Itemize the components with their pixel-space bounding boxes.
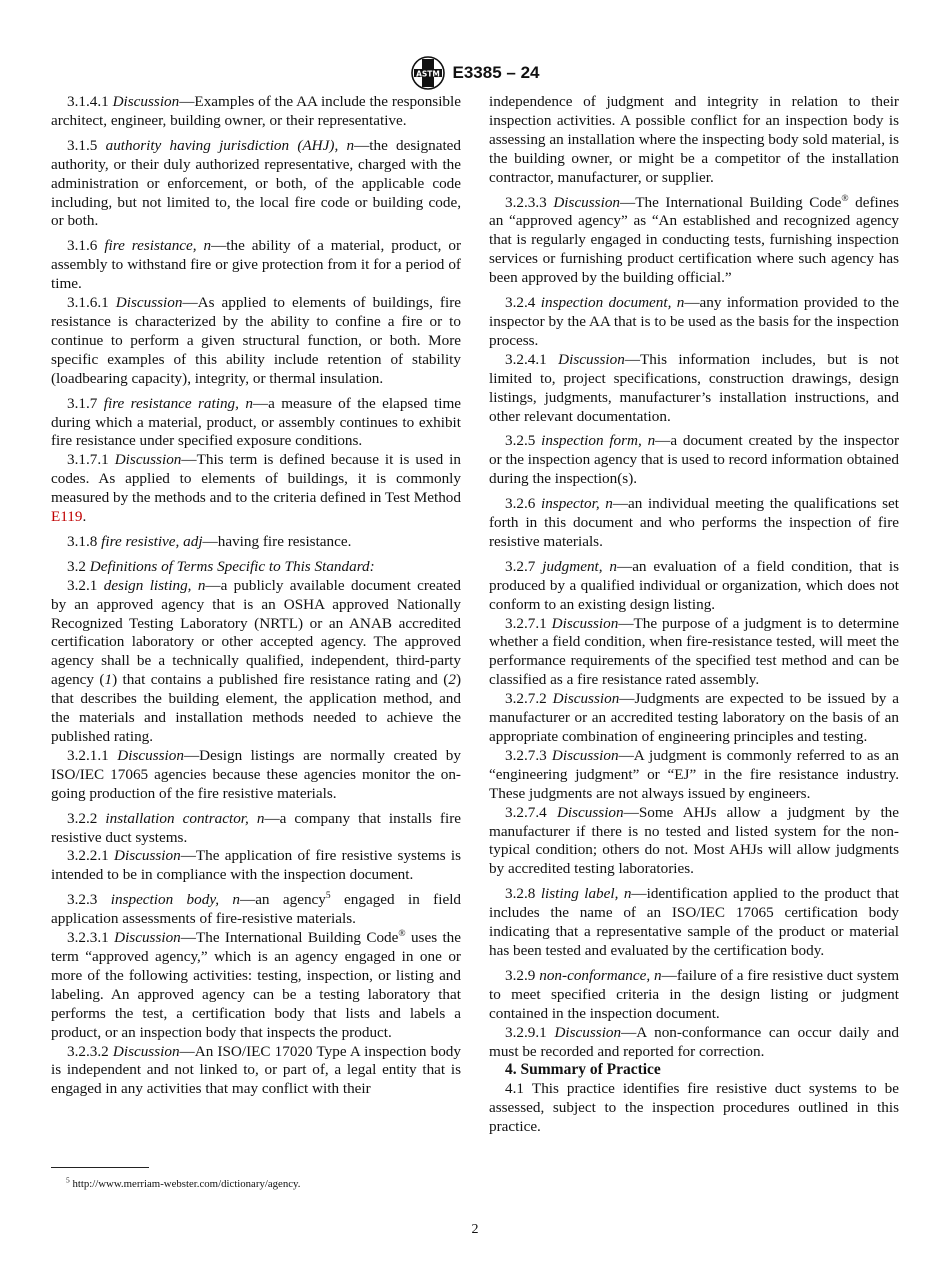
left-column <box>51 93 461 1099</box>
paragraph-3-2-9: 3.2.9 non-conformance, n—failure of a fire resistive duct system to meet specified criteria in the design listing or judgment contained in the inspection document. <box>489 966 900 1022</box>
paragraph-3-1-7: 3.1.7 fire resistance rating, n—a measure of the elapsed time during which a material, product, or assembly continues to exhibit fire resistance under specified exposure conditions. <box>51 394 462 450</box>
paragraph-3-2-7-1: 3.2.7.1 Discussion—The purpose of a judgment is to determine whether a field condition, when fire-resistance tested, will meet the performance requirements of the specified test method and can be classified as a fire resistance rated assembly. <box>489 614 899 689</box>
paragraph-3-1-6-1: 3.1.6.1 Discussion—As applied to elements of buildings, fire resistance is characterized by the ability to confine a fire or to continue to perform a given structural function, or both. More specific examples of this ability include retention of stability (loadbearing capacity), integrity, or thermal insulation. <box>51 294 462 387</box>
svg-text:ASTM: ASTM <box>415 69 440 79</box>
paragraph-3-1-6: 3.1.6 fire resistance, n—the ability of a material, product, or assembly to withstand fire or give protection from it for a period of time. <box>51 237 462 293</box>
paragraph-3-1-7-1: 3.1.7.1 Discussion—This term is defined because it is used in codes. As applied to elements of buildings, it is commonly measured by the methods and to the criteria defined in Test Method E119. <box>51 451 461 526</box>
paragraph-3-2-1-1: 3.2.1.1 Discussion—Design listings are normally created by ISO/IEC 17065 agencies because these agencies monitor the on-going production of the fire resistive materials. <box>51 746 461 802</box>
page-number: 2 <box>471 1222 479 1237</box>
paragraph-3-2-7: 3.2.7 judgment, n—an evaluation of a field condition, that is produced by a qualified individual or organization, which does not conform to an existing design listing. <box>489 557 900 613</box>
paragraph-3-2-7-4: 3.2.7.4 Discussion—Some AHJs allow a judgment by the manufacturer if there is no tested and listed system for the non-typical condition; others do not. Most AHJs will allow judgments by accredited testing laboratories. <box>489 803 900 878</box>
paragraph-3-2-3-3: 3.2.3.3 Discussion—The International Building Code® defines an “approved agency” as “An established and recognized agency that is regularly engaged in conducting tests, furnishing inspection services or furnishing product certification where such agency has been approved by the building official.” <box>489 193 900 287</box>
paragraph-3-2-4: 3.2.4 inspection document, n—any information provided to the inspector by the AA that is to be used as the basis for the inspection process. <box>489 294 899 349</box>
paragraph-3-2-1: 3.2.1 design listing, n—a publicly available document created by an approved agency that is an OSHA approved Nationally Recognized Testing Laboratory (NRTL) or an ANAB accredited certification laboratory or other accepted agency. The approved agency shall be a technically qualified, independent, third-party agency (1) that contains a published fire resistance rating and (2) that describes the building element, the application method, and the materials and installation methods needed to achieve the published rating. <box>51 576 462 745</box>
paragraph-3-1-5: 3.1.5 authority having jurisdiction (AHJ), n—the designated authority, or their duly authorized representative, charged with the administration or enforcement, or both, of the applicable code including, but not limited to, the local fire code or building code, or both. <box>51 136 461 230</box>
right-column <box>489 93 899 1137</box>
paragraph-3-1-4-1: 3.1.4.1 Discussion—Examples of the AA include the responsible architect, engineer, building owner, or their representative. <box>51 93 461 129</box>
footnote-ref[interactable]: 5 <box>325 891 331 902</box>
paragraph-3-2-2-1: 3.2.2.1 Discussion—The application of fire resistive systems is intended to be in compliance with the inspection document. <box>51 847 462 884</box>
paragraph-3-2-4-1: 3.2.4.1 Discussion—This information includes, but is not limited to, project specifications, construction drawings, design listings, judgments, manufacturer’s installation instructions, and other relevant documentation. <box>489 350 900 425</box>
paragraph-4-1: 4.1 This practice identifies fire resistive duct systems to be assessed, subject to the inspection procedures outlined in this practice. <box>489 1080 900 1136</box>
paragraph-3-2-6: 3.2.6 inspector, n—an individual meeting the qualifications set forth in this document and who performs the inspection of fire resistive materials. <box>489 495 899 550</box>
footnote: $^5$ http://www.merriam-webster.com/dictionary/agency. <box>66 1175 301 1190</box>
paragraph-3-2-3-1: 3.2.3.1 Discussion—The International Building Code® uses the term “approved agency,” which is an agency engaged in one or more of the following activities: testing, inspection, or listing and labeling. An approved agency can be a testing laboratory that performs the test, a certification body that lists and labels a product, or an inspection body that inspects the product. <box>51 929 462 1041</box>
paragraph-3-2-3-2-continued: independence of judgment and integrity in relation to their inspection activities. A possible conflict for an inspection body is assessing an installation where the inspecting body sold material, is the building owner, or might be a competitor of the installation contractor, manufacturer, or supplier. <box>489 93 899 186</box>
paragraph-3-2-8: 3.2.8 listing label, n—identification applied to the product that includes the name of an ISO/IEC 17065 certification body indicating that a representative sample of the product or material has been tested and evaluated by the certification body. <box>489 885 899 959</box>
footnote-url[interactable]: http://www.merriam-webster.com/dictionary/agency. <box>69 1178 301 1190</box>
section-4-heading: 4. Summary of Practice <box>505 1061 661 1079</box>
page-header <box>0 56 950 90</box>
astm-logo-icon <box>411 56 445 90</box>
paragraph-3-2-9-1: 3.2.9.1 Discussion—A non-conformance can occur daily and must be recorded and reported for correction. <box>489 1023 899 1060</box>
paragraph-3-1-8: 3.1.8 fire resistive, adj—having fire resistance. <box>67 532 352 550</box>
paragraph-3-2-7-3: 3.2.7.3 Discussion—A judgment is commonly referred to as an “engineering judgment” or “EJ” in the fire resistance industry. These judgments are not always issued by engineers. <box>489 746 900 802</box>
test-method-link[interactable]: E119 <box>51 508 83 526</box>
paragraph-3-2-5: 3.2.5 inspection form, n—a document created by the inspector or the inspection agency that is used to record information obtained during the inspection(s). <box>489 432 900 488</box>
paragraph-3-2-3: 3.2.3 inspection body, n—an agency$^5$ engaged in field application assessments of fire-resistive materials. <box>51 891 462 928</box>
footnote-divider <box>51 1167 149 1168</box>
paragraph-3-2-3-2: 3.2.3.2 Discussion—An ISO/IEC 17020 Type A inspection body is independent and not linked to, or part of, a legal entity that is engaged in any activities that may conflict with their <box>51 1042 461 1098</box>
paragraph-3-2-7-2: 3.2.7.2 Discussion—Judgments are expected to be issued by a manufacturer or an accredited testing laboratory on the basis of an appropriate combination of engineering principles and testing. <box>489 690 899 745</box>
standard-designation: E3385 – 24 <box>452 63 540 82</box>
paragraph-3-2-2: 3.2.2 installation contractor, n—a company that installs fire resistive duct systems. <box>51 809 461 846</box>
paragraph-3-2-heading: 3.2 Definitions of Terms Specific to This Standard: <box>67 557 375 575</box>
